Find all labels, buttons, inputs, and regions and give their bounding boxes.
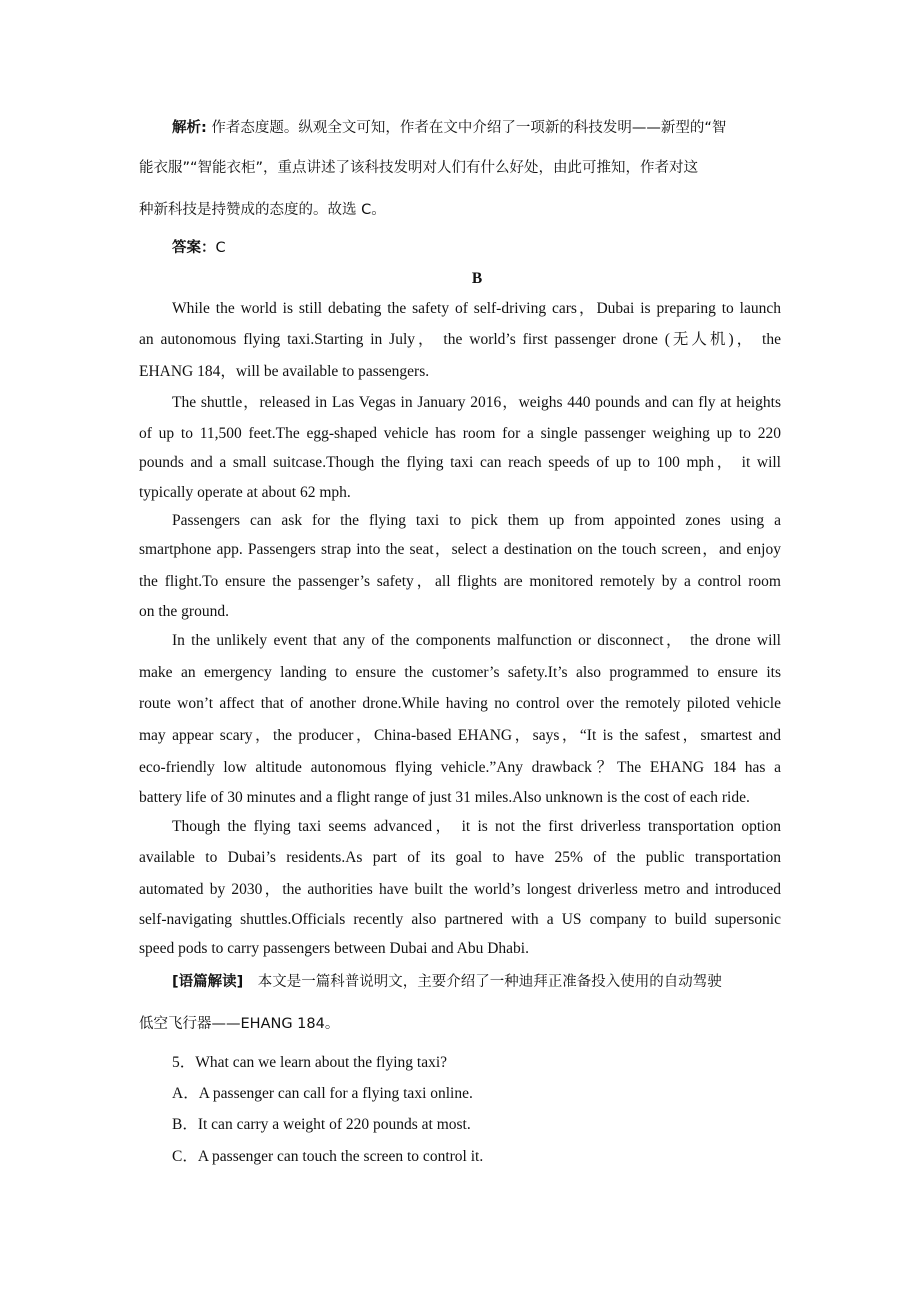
passage-p5-line-4: self-navigating shuttles.Officials recently also partnered with a US company to build supersonic xyxy=(139,911,781,928)
passage-p4-line-1: In the unlikely event that any of the components malfunction or disconnect， the drone will xyxy=(172,632,781,649)
analysis-line-2: 能衣服”“智能衣柜”，重点讲述了该科技发明对人们有什么好处，由此可推知，作者对这 xyxy=(139,160,699,176)
passage-p3-line-1: Passengers can ask for the flying taxi to pick them up from appointed zones using a xyxy=(172,512,781,529)
passage-p3-line-3: the flight.To ensure the passenger’s safety，all flights are monitored remotely by a control room xyxy=(139,573,781,590)
option-c: C．A passenger can touch the screen to control it. xyxy=(172,1148,484,1165)
section-title: B xyxy=(471,270,483,287)
question-stem: 5．What can we learn about the flying taxi? xyxy=(172,1054,448,1071)
answer-value: C xyxy=(215,240,226,256)
reading-line-1 xyxy=(172,971,781,993)
reading-line-2: 低空飞行器——EHANG 184。 xyxy=(139,1016,340,1032)
analysis-text: 作者态度题。纵观全文可知，作者在文中介绍了一项新的科技发明——新型的“智 xyxy=(206,120,727,136)
passage-p1-line-2: an autonomous flying taxi.Starting in July， the world’s first passenger drone (无人机)， the xyxy=(139,331,781,348)
passage-p2-line-3: pounds and a small suitcase.Though the flying taxi can reach speeds of up to 100 mph， it will xyxy=(139,454,781,471)
passage-p4-line-5: eco-friendly low altitude autonomous flying vehicle.”Any drawback？The EHANG 184 has a xyxy=(139,759,781,776)
passage-p5-line-3: automated by 2030，the authorities have built the world’s longest driverless metro and introduced xyxy=(139,881,781,898)
answer-line xyxy=(172,237,781,259)
option-b: B．It can carry a weight of 220 pounds at most. xyxy=(172,1116,471,1133)
reading-label: [语篇解读] xyxy=(172,974,244,990)
passage-p1-line-1: While the world is still debating the safety of self-driving cars，Dubai is preparing to launch xyxy=(172,300,781,317)
passage-p3-line-4: on the ground. xyxy=(139,603,229,620)
passage-p3-line-2: smartphone app. Passengers strap into the seat，select a destination on the touch screen，and enjoy xyxy=(139,541,781,558)
passage-p1-line-3: EHANG 184，will be available to passengers. xyxy=(139,363,430,380)
reading-text: 本文是一篇科普说明文，主要介绍了一种迪拜正准备投入使用的自动驾驶 xyxy=(243,974,722,990)
passage-p2-line-1: The shuttle，released in Las Vegas in January 2016，weighs 440 pounds and can fly at heights xyxy=(172,394,781,411)
passage-p2-line-2: of up to 11,500 feet.The egg-shaped vehicle has room for a single passenger weighing up to 220 xyxy=(139,425,781,442)
passage-p4-line-4: may appear scary，the producer，China-based EHANG，says，“It is the safest，smartest and xyxy=(139,727,781,744)
passage-p2-line-4: typically operate at about 62 mph. xyxy=(139,484,351,501)
passage-p4-line-6: battery life of 30 minutes and a flight range of just 31 miles.Also unknown is the cost of each ride. xyxy=(139,789,750,806)
passage-p4-line-3: route won’t affect that of another drone.While having no control over the remotely piloted vehicle xyxy=(139,695,781,712)
passage-p5-line-2: available to Dubai’s residents.As part of its goal to have 25% of the public transportation xyxy=(139,849,781,866)
analysis-line-1 xyxy=(172,117,781,139)
passage-p4-line-2: make an emergency landing to ensure the customer’s safety.It’s also programmed to ensure its xyxy=(139,664,781,681)
analysis-label: 解析: xyxy=(172,120,207,136)
option-a: A．A passenger can call for a flying taxi online. xyxy=(172,1085,473,1102)
passage-p5-line-1: Though the flying taxi seems advanced， it is not the first driverless transportation option xyxy=(172,818,781,835)
answer-label: 答案： xyxy=(172,240,216,256)
analysis-line-3: 种新科技是持赞成的态度的。故选 C。 xyxy=(139,202,386,218)
passage-p5-line-5: speed pods to carry passengers between Dubai and Abu Dhabi. xyxy=(139,940,529,957)
